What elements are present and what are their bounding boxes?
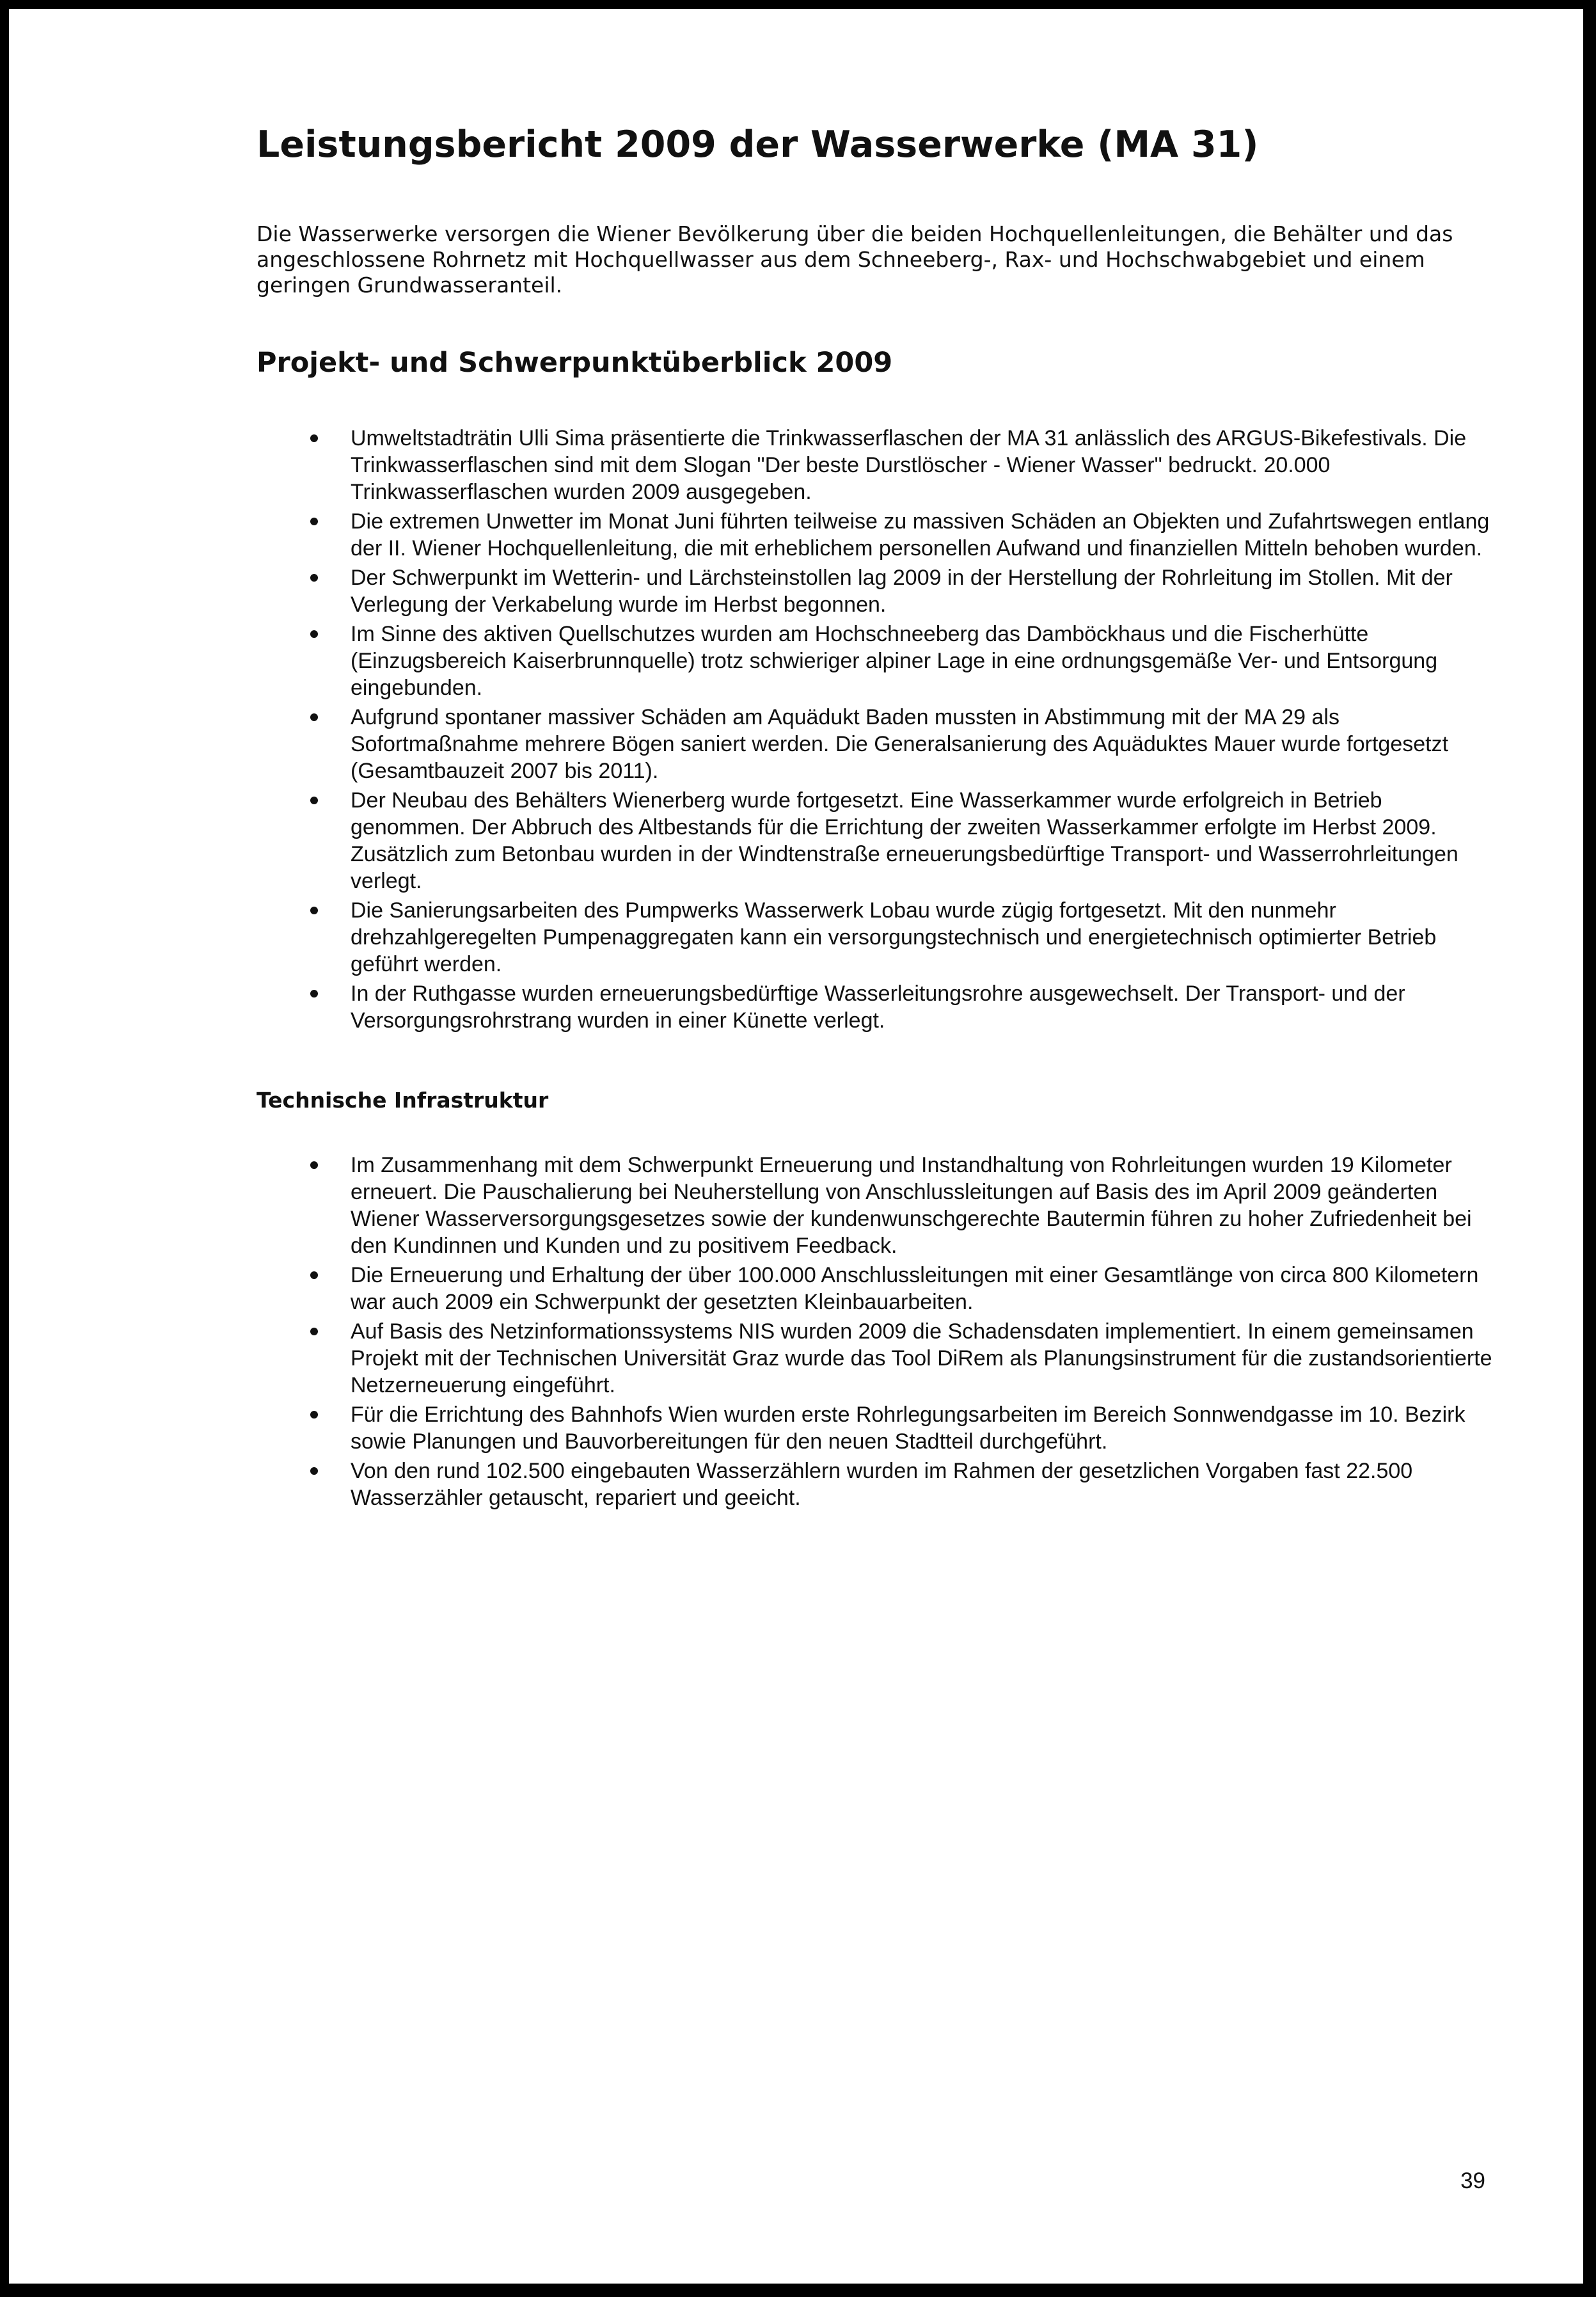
list-item — [257, 508, 1494, 562]
list-item — [257, 425, 1494, 505]
page-content — [257, 123, 1494, 1565]
list-item — [257, 1262, 1494, 1315]
list-item-text: Für die Errichtung des Bahnhofs Wien wurden erste Rohrlegungsarbeiten im Bereich Sonnwendgasse im 10. Bezirk sowie Planungen und Bauvorbereitungen für den neuen Stadtteil durchgeführt. — [351, 1402, 1466, 1454]
list-item — [257, 897, 1494, 978]
list-item-text: Die Sanierungsarbeiten des Pumpwerks Wasserwerk Lobau wurde zügig fortgesetzt. Mit den nunmehr drehzahlgeregelten Pumpenaggregaten kann ein versorgungstechnisch und energietechnisch optimierter Betrieb geführt werden. — [351, 898, 1437, 976]
bullet-icon — [310, 907, 318, 914]
bullet-icon — [310, 630, 318, 638]
list-item-text: Auf Basis des Netzinformationssystems NIS wurden 2009 die Schadensdaten implementiert. In einem gemeinsamen Projekt mit der Technischen Universität Graz wurde das Tool DiRem als Planungsinstrument für die zustandsorientierte Netzerneuerung eingeführt. — [351, 1319, 1492, 1397]
list-item — [257, 1318, 1494, 1399]
list-item — [257, 980, 1494, 1034]
list-item — [257, 704, 1494, 784]
bullet-icon — [310, 1411, 318, 1419]
bullet-icon — [310, 1467, 318, 1475]
bullet-icon — [310, 1271, 318, 1279]
list-item-text: In der Ruthgasse wurden erneuerungsbedürftige Wasserleitungsrohre ausgewechselt. Der Transport- und der Versorgungsrohrstrang wurden in einer Künette verlegt. — [351, 981, 1405, 1033]
bullet-icon — [310, 1328, 318, 1335]
list-item — [257, 787, 1494, 894]
list-item-text: Die Erneuerung und Erhaltung der über 100.000 Anschlussleitungen mit einer Gesamtlänge von circa 800 Kilometern war auch 2009 ein Schwerpunkt der gesetzten Kleinbauarbeiten. — [351, 1262, 1479, 1314]
bullet-icon — [310, 574, 318, 582]
bullet-icon — [310, 1161, 318, 1169]
infrastructure-list — [257, 1152, 1494, 1511]
bullet-icon — [310, 990, 318, 997]
list-item-text: Im Zusammenhang mit dem Schwerpunkt Erneuerung und Instandhaltung von Rohrleitungen wurden 19 Kilometer erneuert. Die Pauschalierung bei Neuherstellung von Anschlussleitungen auf Basis des im April 2009 geänderten Wiener Wasserversorgungsgesetzes sowie der kundenwunschgerechte Bautermin führen zu hoher Zufriedenheit bei den Kundinnen und Kunden und zu positivem Feedback. — [351, 1152, 1472, 1258]
document-page — [9, 9, 1583, 2284]
list-item-text: Im Sinne des aktiven Quellschutzes wurden am Hochschneeberg das Damböckhaus und die Fischerhütte (Einzugsbereich Kaiserbrunnquelle) trotz schwieriger alpiner Lage in eine ordnungsgemäße Ver- und Entsorgung eingebunden. — [351, 621, 1438, 700]
list-item — [257, 1458, 1494, 1511]
list-item — [257, 564, 1494, 618]
intro-paragraph: Die Wasserwerke versorgen die Wiener Bevölkerung über die beiden Hochquellenleitungen, die Behälter und das angeschlossene Rohrnetz mit Hochquellwasser aus dem Schneeberg-, Rax- und Hochschwabgebiet und einem geringen Grundwasseranteil. — [257, 221, 1453, 298]
page-title: Leistungsbericht 2009 der Wasserwerke (MA 31) — [257, 123, 1259, 166]
list-item — [257, 1401, 1494, 1455]
section-heading-projects: Projekt- und Schwerpunktüberblick 2009 — [257, 347, 893, 379]
bullet-icon — [310, 797, 318, 804]
list-item-text: Umweltstadträtin Ulli Sima präsentierte die Trinkwasserflaschen der MA 31 anlässlich des ARGUS-Bikefestivals. Die Trinkwasserflaschen sind mit dem Slogan "Der beste Durstlöscher - Wiener Wasser" bedruckt. 20.000 Trinkwasserflaschen wurden 2009 ausgegeben. — [351, 425, 1467, 504]
bullet-icon — [310, 434, 318, 442]
section-heading-infrastructure: Technische Infrastruktur — [257, 1087, 549, 1113]
bullet-icon — [310, 518, 318, 525]
list-item-text: Der Neubau des Behälters Wienerberg wurde fortgesetzt. Eine Wasserkammer wurde erfolgreich in Betrieb genommen. Der Abbruch des Altbestands für die Errichtung der zweiten Wasserkammer erfolgte im Herbst 2009. Zusätzlich zum Betonbau wurden in der Windtenstraße erneuerungsbedürftige Transport- und Wasserrohrleitungen verlegt. — [351, 788, 1458, 893]
list-item — [257, 621, 1494, 701]
list-item-text: Die extremen Unwetter im Monat Juni führten teilweise zu massiven Schäden an Objekten und Zufahrtswegen entlang der II. Wiener Hochquellenleitung, die mit erheblichem personellen Aufwand und finanziellen Mitteln behoben wurden. — [351, 509, 1490, 560]
bullet-icon — [310, 713, 318, 721]
list-item — [257, 1152, 1494, 1259]
page-number: 39 — [1460, 2168, 1485, 2193]
list-item-text: Von den rund 102.500 eingebauten Wasserzählern wurden im Rahmen der gesetzlichen Vorgaben fast 22.500 Wasserzähler getauscht, repariert und geeicht. — [351, 1458, 1413, 1510]
projects-list — [257, 425, 1494, 1034]
list-item-text: Der Schwerpunkt im Wetterin- und Lärchsteinstollen lag 2009 in der Herstellung der Rohrleitung im Stollen. Mit der Verlegung der Verkabelung wurde im Herbst begonnen. — [351, 565, 1453, 617]
list-item-text: Aufgrund spontaner massiver Schäden am Aquädukt Baden mussten in Abstimmung mit der MA 29 als Sofortmaßnahme mehrere Bögen saniert werden. Die Generalsanierung des Aquäduktes Mauer wurde fortgesetzt (Gesamtbauzeit 2007 bis 2011). — [351, 704, 1449, 783]
